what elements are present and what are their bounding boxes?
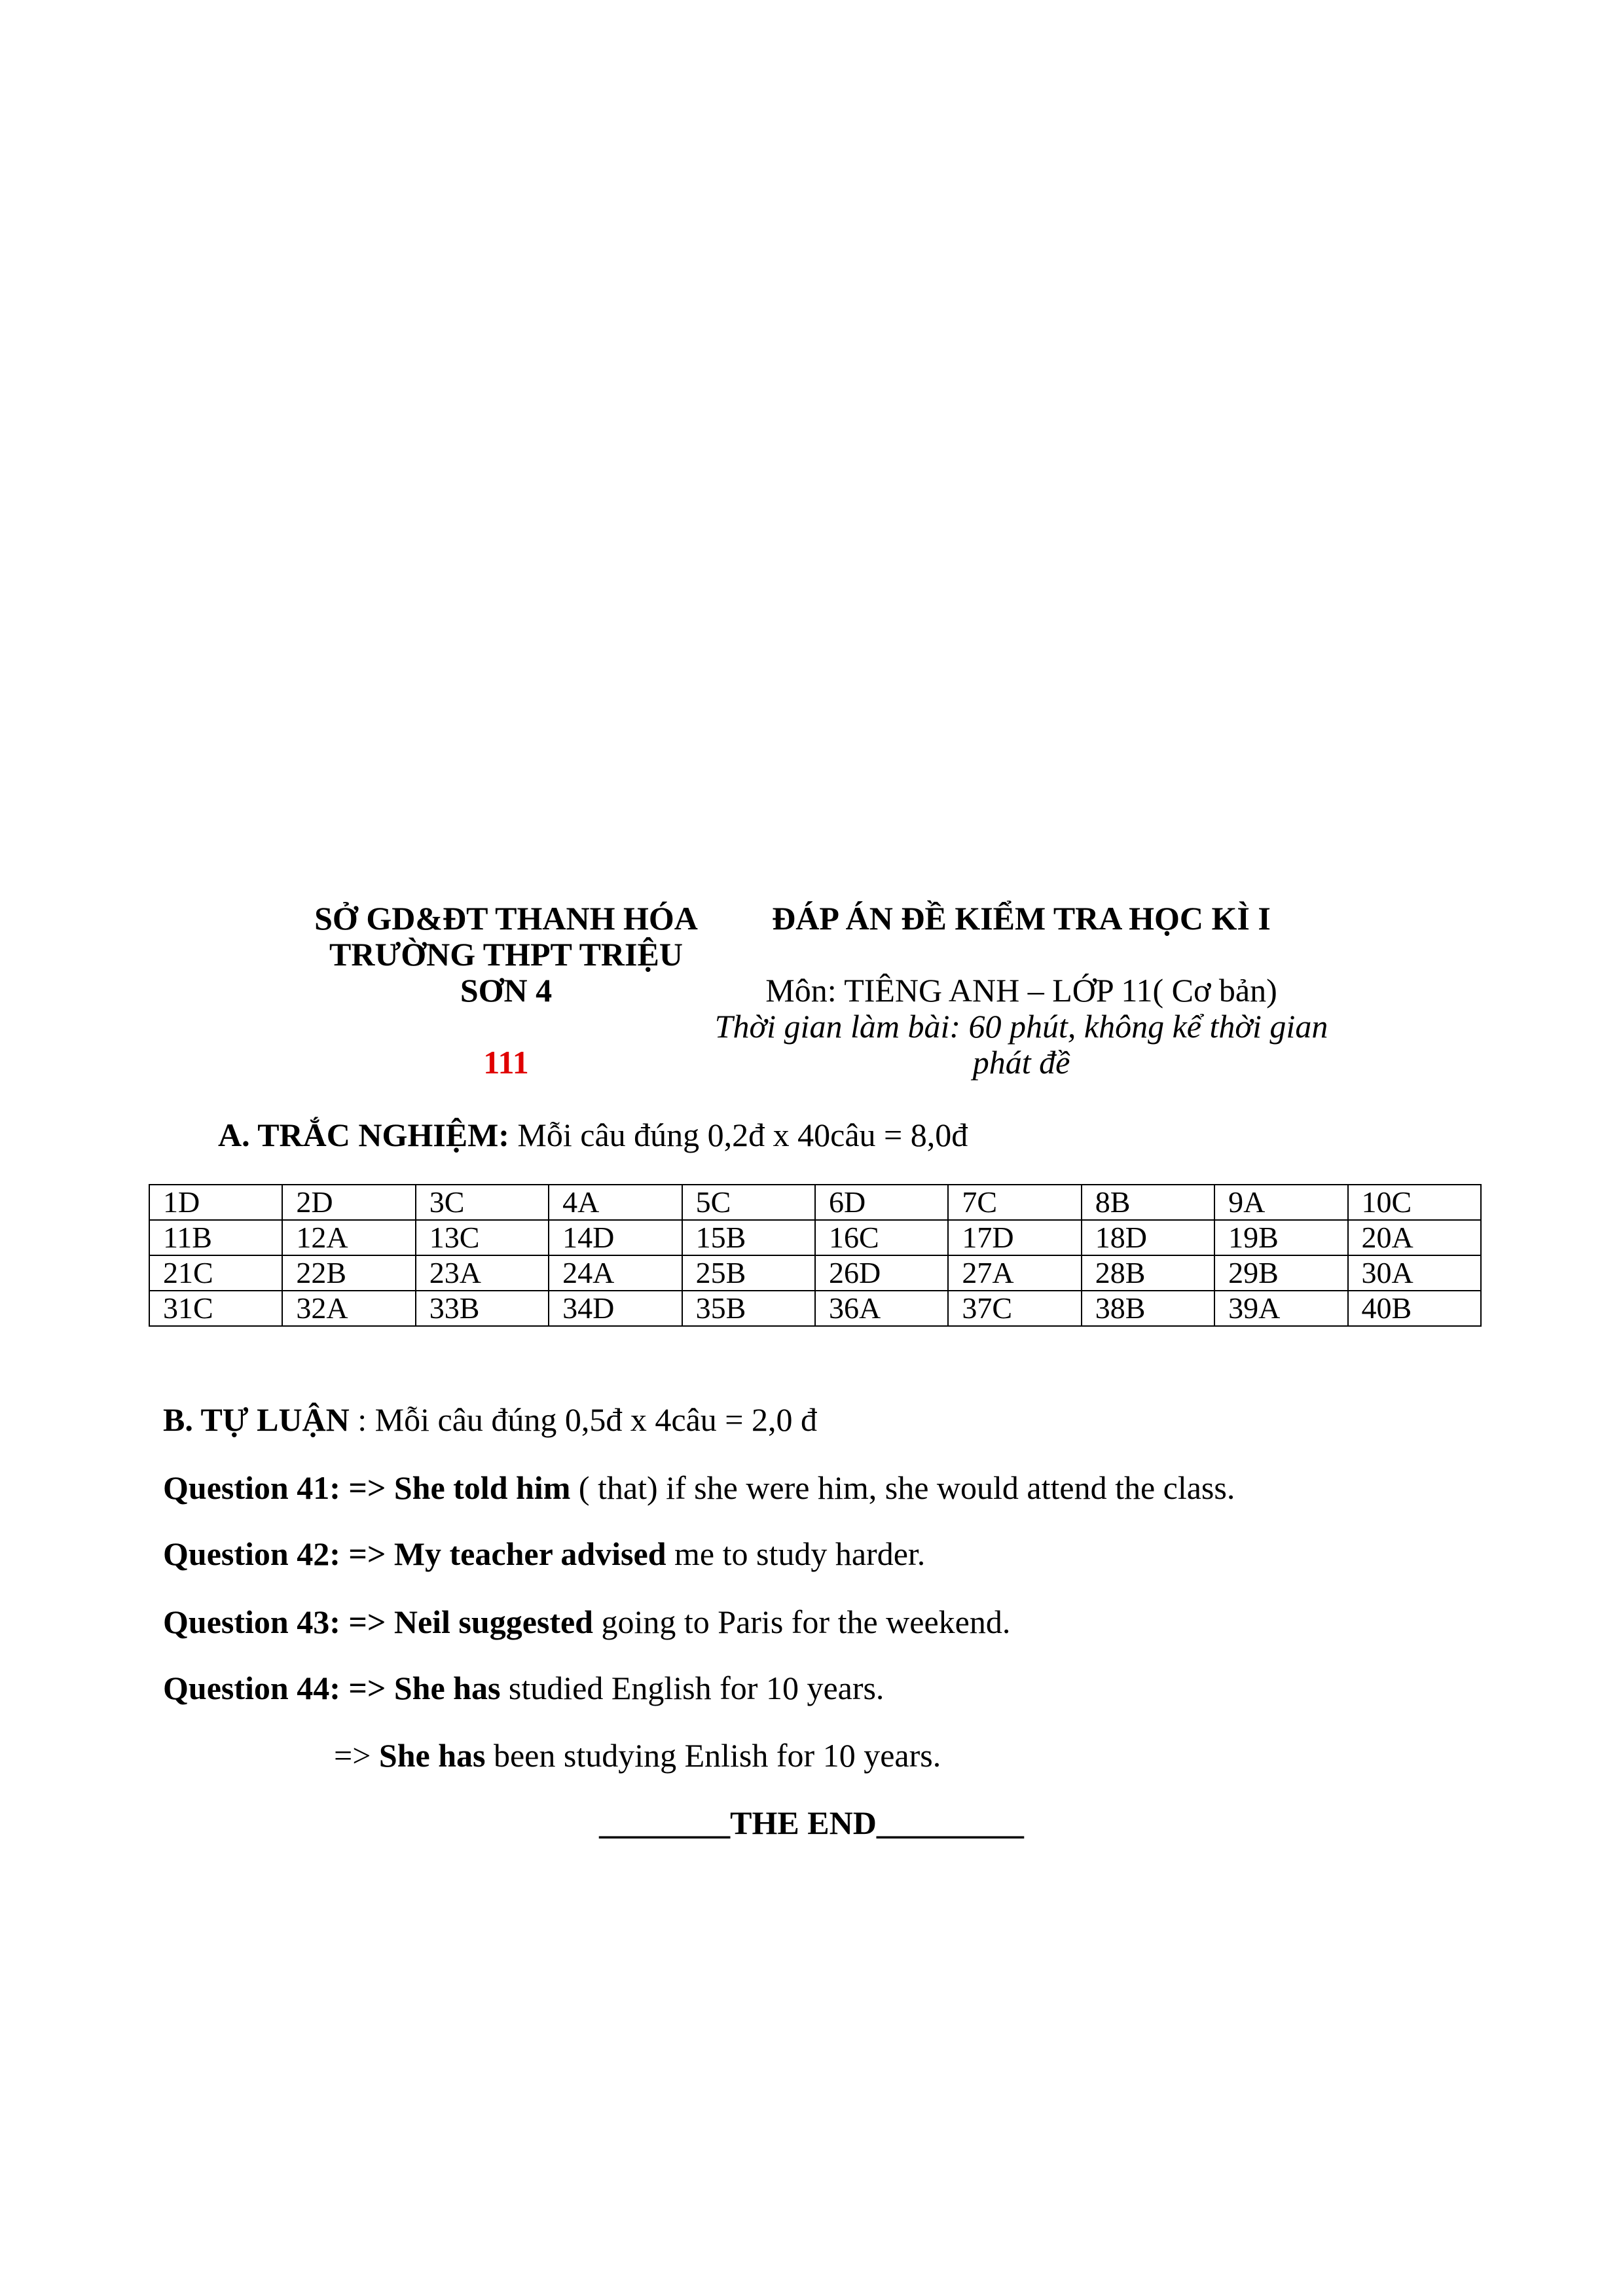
- question-label: Question 42:: [163, 1535, 340, 1572]
- answer-cell: 17D: [948, 1220, 1081, 1255]
- question-label: Question 41:: [163, 1469, 340, 1506]
- answer-bold: Neil suggested: [393, 1604, 593, 1640]
- answer-cell: 7C: [948, 1185, 1081, 1220]
- answer-cell: 39A: [1214, 1291, 1347, 1326]
- answer-cell: 40B: [1348, 1291, 1481, 1326]
- answer-cell: 4A: [549, 1185, 682, 1220]
- answer-cell: 29B: [1214, 1255, 1347, 1291]
- answer-cell: 31C: [149, 1291, 282, 1326]
- the-end: ________THE END_________: [599, 1804, 1024, 1841]
- school-name-line2: SƠN 4: [460, 972, 553, 1009]
- arrow: =>: [340, 1670, 394, 1706]
- answer-rest: ( that) if she were him, she would attend the class.: [570, 1469, 1235, 1506]
- answer-cell: 33B: [416, 1291, 549, 1326]
- question-43: [163, 1604, 1010, 1640]
- answer-cell: 28B: [1082, 1255, 1214, 1291]
- time-line: Thời gian làm bài: 60 phút, không kể thời gian: [714, 1008, 1328, 1045]
- answer-cell: 32A: [282, 1291, 415, 1326]
- section-a-text: Mỗi câu đúng 0,2đ x 40câu = 8,0đ: [509, 1117, 968, 1153]
- table-row: [149, 1185, 1481, 1220]
- exam-header: [694, 901, 1349, 1081]
- answer-cell: 22B: [282, 1255, 415, 1291]
- question-42: [163, 1536, 925, 1572]
- section-a-label: A. TRẮC NGHIỆM:: [218, 1117, 509, 1153]
- answer-cell: 6D: [815, 1185, 948, 1220]
- answer-rest: going to Paris for the weekend.: [593, 1604, 1011, 1640]
- answer-cell: 10C: [1348, 1185, 1481, 1220]
- subject-line: Môn: TIÊNG ANH – LỚP 11( Cơ bản): [765, 972, 1277, 1009]
- section-b-text: : Mỗi câu đúng 0,5đ x 4câu = 2,0 đ: [349, 1401, 817, 1438]
- arrow: =>: [340, 1604, 394, 1640]
- document-title: ĐÁP ÁN ĐỀ KIỂM TRA HỌC KÌ I: [772, 900, 1271, 937]
- question-label: Question 43:: [163, 1604, 340, 1640]
- answer-cell: 2D: [282, 1185, 415, 1220]
- answer-cell: 27A: [948, 1255, 1081, 1291]
- answer-cell: 9A: [1214, 1185, 1347, 1220]
- answer-cell: 35B: [682, 1291, 815, 1326]
- arrow: =>: [340, 1469, 394, 1506]
- answer-rest: me to study harder.: [666, 1535, 926, 1572]
- answer-cell: 21C: [149, 1255, 282, 1291]
- answer-bold: She told him: [393, 1469, 571, 1506]
- answer-cell: 8B: [1082, 1185, 1214, 1220]
- table-row: [149, 1255, 1481, 1291]
- answer-cell: 11B: [149, 1220, 282, 1255]
- section-b-heading: [163, 1402, 817, 1438]
- answer-cell: 20A: [1348, 1220, 1481, 1255]
- answer-cell: 5C: [682, 1185, 815, 1220]
- arrow: =>: [340, 1535, 394, 1572]
- answer-cell: 37C: [948, 1291, 1081, 1326]
- answer-cell: 34D: [549, 1291, 682, 1326]
- school-header: [288, 901, 724, 1081]
- answer-bold: My teacher advised: [393, 1535, 666, 1572]
- answer-cell: 3C: [416, 1185, 549, 1220]
- department-name: SỞ GD&ĐT THANH HÓA: [314, 900, 698, 937]
- exam-code: 111: [483, 1044, 529, 1081]
- table-row: [149, 1291, 1481, 1326]
- section-a-heading: [218, 1117, 968, 1153]
- school-name-line1: TRƯỜNG THPT TRIỆU: [329, 936, 683, 973]
- answer-cell: 13C: [416, 1220, 549, 1255]
- answer-rest: been studying Enlish for 10 years.: [485, 1737, 941, 1774]
- answer-cell: 38B: [1082, 1291, 1214, 1326]
- question-41: [163, 1470, 1235, 1506]
- table-row: [149, 1220, 1481, 1255]
- answer-cell: 18D: [1082, 1220, 1214, 1255]
- answer-cell: 30A: [1348, 1255, 1481, 1291]
- answer-cell: 24A: [549, 1255, 682, 1291]
- question-44-alt: [334, 1738, 941, 1774]
- question-44: [163, 1670, 884, 1706]
- answer-cell: 25B: [682, 1255, 815, 1291]
- arrow: =>: [334, 1737, 379, 1774]
- answer-cell: 16C: [815, 1220, 948, 1255]
- answer-table: [149, 1184, 1482, 1327]
- answer-cell: 23A: [416, 1255, 549, 1291]
- answer-cell: 26D: [815, 1255, 948, 1291]
- answer-cell: 14D: [549, 1220, 682, 1255]
- answer-cell: 19B: [1214, 1220, 1347, 1255]
- answer-bold: She has: [378, 1737, 486, 1774]
- section-b-label: B. TỰ LUẬN: [163, 1401, 350, 1438]
- answer-cell: 36A: [815, 1291, 948, 1326]
- time-line-cont: phát đề: [972, 1044, 1070, 1081]
- answer-rest: studied English for 10 years.: [500, 1670, 884, 1706]
- question-label: Question 44:: [163, 1670, 340, 1706]
- answer-cell: 1D: [149, 1185, 282, 1220]
- answer-bold: She has: [393, 1670, 501, 1706]
- answer-cell: 15B: [682, 1220, 815, 1255]
- answer-cell: 12A: [282, 1220, 415, 1255]
